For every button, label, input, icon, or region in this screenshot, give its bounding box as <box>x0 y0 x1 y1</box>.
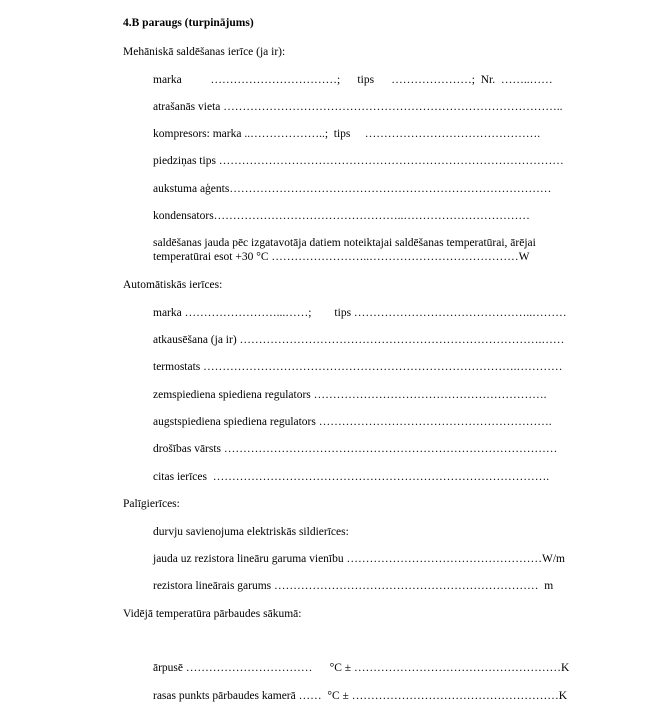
dew-point-line: rasas punkts pārbaudes kamerā …… °C ± ………………………………………………K <box>153 690 567 702</box>
location-line: atrašanās vieta …………………………………………………………………………….. <box>153 101 563 113</box>
section-heading: 4.B paraugs (turpinājums) <box>123 17 254 29</box>
capacity-line-2: temperatūrai esot +30 °C ……………………..…………………………………W <box>153 251 530 263</box>
defrost-line: atkausēšana (ja ir) …………………………………………………………………….…… <box>153 334 565 346</box>
safety-valve-line: drošības vārsts …………………………………………………………………………… <box>153 443 558 455</box>
compressor-line: kompresors: marka ..………………..; tips ………………………………………. <box>153 128 541 140</box>
condenser-line: kondensators…………………………………………..…………………………… <box>153 210 530 222</box>
heater-power-line: jauda uz rezistora lineāru garuma vienību ……………………………………………W/m <box>153 553 565 565</box>
capacity-line-1: saldēšanas jauda pēc izgatavotāja datiem noteiktajai saldēšanas temperatūrai, ārējai <box>153 237 536 249</box>
automatic-marka-line: marka ……………………...……; tips ………………………………………..……… <box>153 307 567 319</box>
automatic-title: Automātiskās ierīces: <box>123 279 223 291</box>
other-devices-line: citas ierīces ……………………………………………………………………………. <box>153 471 550 483</box>
high-pressure-line: augstspiediena spiediena regulators ……………………………………………………. <box>153 416 552 428</box>
drive-type-line: piedziņas tips ……………………………………………………………………………… <box>153 155 564 167</box>
thermostat-line: termostats ……………………………………………………………………….………… <box>153 361 563 373</box>
refrigerant-line: aukstuma aģents………………………………………………………………………… <box>153 183 552 195</box>
mechanical-title: Mehāniskā saldēšanas ierīce (ja ir): <box>123 46 286 58</box>
temperature-title: Vidējā temperatūra pārbaudes sākumā: <box>123 608 302 620</box>
mechanical-marka-line: marka ……………………………; tips …………………; Nr. ……..…… <box>153 74 553 86</box>
heater-length-line: rezistora lineārais garums …………………………………………………………… m <box>153 580 554 592</box>
door-heater-line: durvju savienojuma elektriskās sildierīces: <box>153 526 349 538</box>
auxiliary-title: Palīgierīces: <box>123 498 180 510</box>
outside-temperature-line: ārpusē …………………………… °C ± ………………………………………………K <box>153 662 570 674</box>
low-pressure-line: zemspiediena spiediena regulators ……………………………………………………. <box>153 389 547 401</box>
